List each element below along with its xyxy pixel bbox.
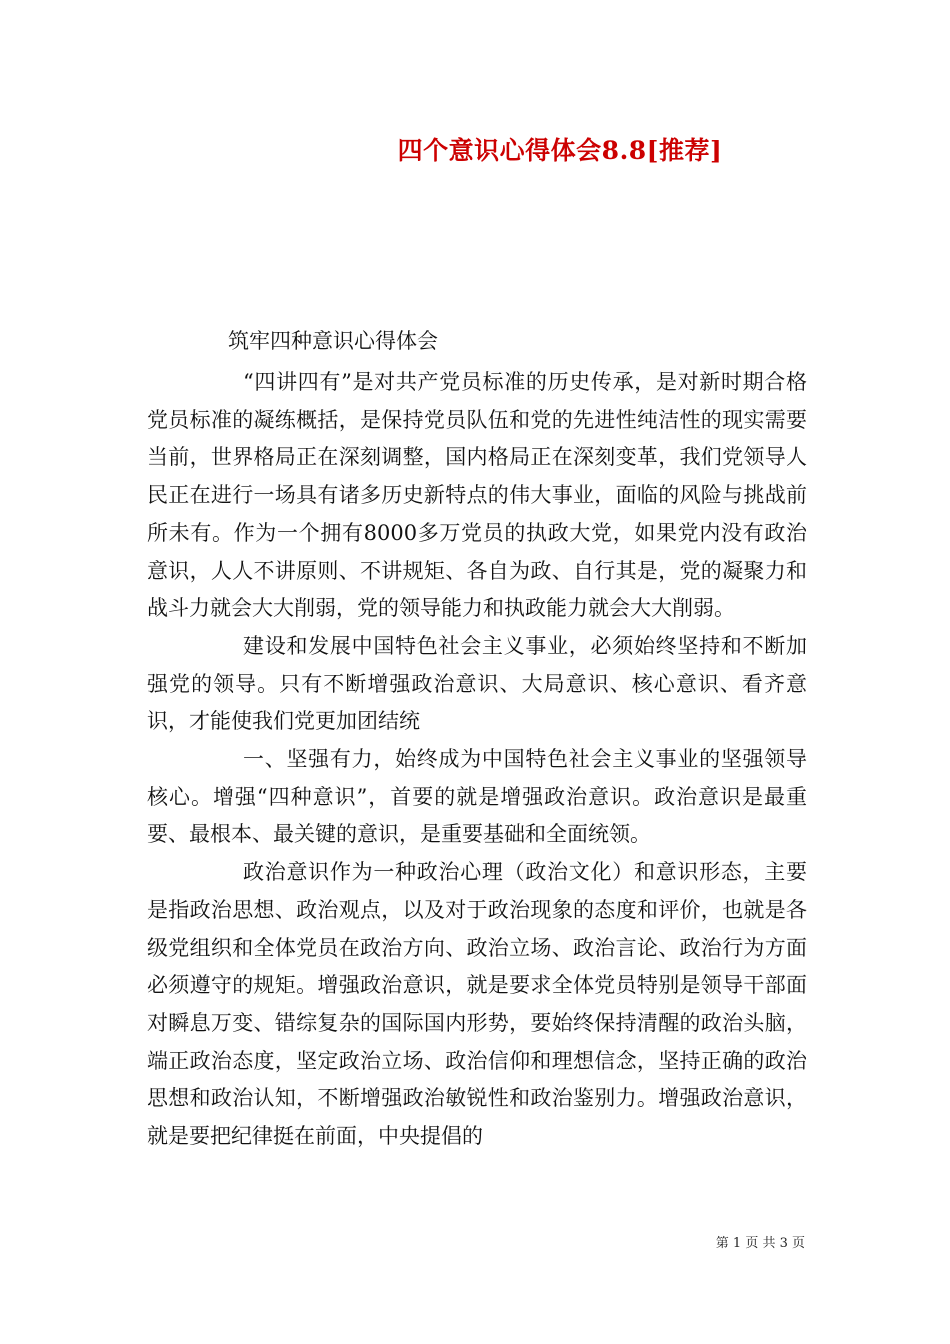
document-body [147, 364, 807, 1156]
paragraph-2: 建设和发展中国特色社会主义事业，必须始终坚持和不断加强党的领导。只有不断增强政治意识、大局意识、核心意识、看齐意识，才能使我们党更加团结统 [147, 633, 807, 734]
document-subtitle: 筑牢四种意识心得体会 [228, 329, 438, 353]
document-title: 四个意识心得体会8.8[推荐] [397, 136, 723, 165]
paragraph-1: “四讲四有”是对共产党员标准的历史传承，是对新时期合格党员标准的凝练概括，是保持党员队伍和党的先进性纯洁性的现实需要当前，世界格局正在深刻调整，国内格局正在深刻变革，我们党领导人民正在进行一场具有诸多历史新特点的伟大事业，面临的风险与挑战前所未有。作为一个拥有8000多万党员的执政大党，如果党内没有政治意识，人人不讲原则、不讲规矩、各自为政、自行其是，党的凝聚力和战斗力就会大大削弱，党的领导能力和执政能力就会大大削弱。 [147, 370, 807, 621]
page-number-footer: 第 1 页 共 3 页 [715, 1236, 805, 1251]
paragraph-3: 一、坚强有力，始终成为中国特色社会主义事业的坚强领导核心。增强“四种意识”，首要的就是增强政治意识。政治意识是最重要、最根本、最关键的意识，是重要基础和全面统领。 [147, 747, 807, 847]
paragraph-4: 政治意识作为一种政治心理（政治文化）和意识形态，主要是指政治思想、政治观点，以及对于政治现象的态度和评价，也就是各级党组织和全体党员在政治方向、政治立场、政治言论、政治行为方面必须遵守的规矩。增强政治意识，就是要求全体党员特别是领导干部面对瞬息万变、错综复杂的国际国内形势，要始终保持清醒的政治头脑，端正政治态度，坚定政治立场、政治信仰和理想信念，坚持正确的政治思想和政治认知，不断增强政治敏锐性和政治鉴别力。增强政治意识，就是要把纪律挺在前面，中央提倡的 [147, 860, 807, 1149]
